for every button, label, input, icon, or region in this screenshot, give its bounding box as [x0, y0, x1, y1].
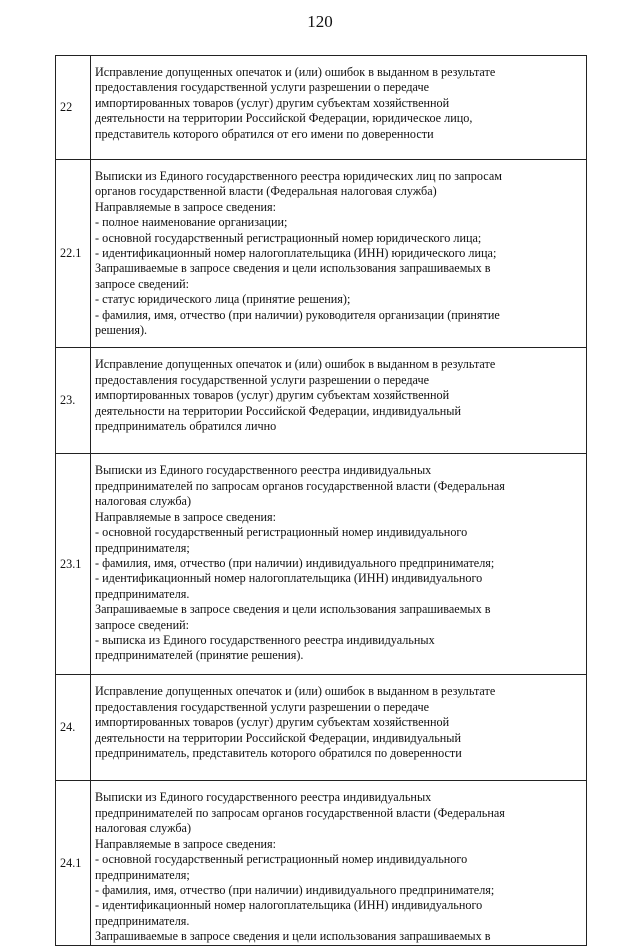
table-row: [56, 56, 587, 160]
row-text: [91, 781, 587, 946]
table-row: [56, 454, 587, 675]
text-line: Исправление допущенных опечаток и (или) ошибок в выданном в результате: [95, 357, 496, 372]
text-line: предпринимателя;: [95, 867, 190, 882]
row-number: 23.1: [56, 454, 91, 675]
row-number: 24.1: [56, 781, 91, 946]
row-text: [91, 454, 587, 675]
text-line: представитель которого обратился от его имени по доверенности: [95, 126, 434, 141]
text-line: предпринимателя.: [95, 586, 190, 601]
row-number: 22.1: [56, 160, 91, 348]
table-row: [56, 675, 587, 781]
text-line: предпринимателей (принятие решения).: [95, 648, 304, 663]
text-line: Выписки из Единого государственного реестра юридических лиц по запросам: [95, 169, 502, 183]
table-row: [56, 348, 587, 454]
table-row: [56, 781, 587, 946]
text-line: запросе сведений:: [95, 617, 189, 632]
text-line: налоговая служба): [95, 821, 192, 836]
text-line: Направляемые в запросе сведения:: [95, 509, 277, 524]
text-line: Выписки из Единого государственного реестра индивидуальных: [95, 463, 432, 478]
text-line: Выписки из Единого государственного реестра индивидуальных: [95, 790, 432, 805]
text-line: решения).: [95, 323, 148, 338]
text-line: органов государственной власти (Федеральная налоговая служба): [95, 184, 437, 199]
row-text: [91, 348, 587, 454]
text-line: Исправление допущенных опечаток и (или) ошибок в выданном в результате: [95, 684, 496, 699]
row-number: 24.: [56, 675, 91, 781]
text-line: - фамилия, имя, отчество (при наличии) индивидуального предпринимателя;: [95, 882, 495, 897]
text-line: - фамилия, имя, отчество (при наличии) руководителя организации (принятие: [95, 307, 500, 322]
text-line: - выписка из Единого государственного реестра индивидуальных: [95, 632, 435, 647]
text-line: импортированных товаров (услуг) другим субъектам хозяйственной: [95, 388, 450, 403]
text-line: Направляемые в запросе сведения:: [95, 836, 277, 851]
text-line: - идентификационный номер налогоплательщика (ИНН) индивидуального: [95, 571, 483, 586]
table-body: [56, 56, 587, 946]
page-number: 120: [307, 12, 333, 31]
row-number: 22: [56, 56, 91, 160]
table-row: [56, 160, 587, 348]
text-line: - основной государственный регистрационный номер юридического лица;: [95, 230, 482, 245]
text-line: налоговая служба): [95, 494, 192, 509]
text-line: предоставления государственной услуги разрешении о передаче: [95, 80, 429, 95]
document-table: [55, 55, 587, 946]
text-line: предпринимателей по запросам органов государственной власти (Федеральная: [95, 805, 505, 820]
text-line: Запрашиваемые в запросе сведения и цели использования запрашиваемых в: [95, 261, 491, 276]
row-text: [91, 675, 587, 781]
text-line: - фамилия, имя, отчество (при наличии) индивидуального предпринимателя;: [95, 555, 495, 570]
text-line: Запрашиваемые в запросе сведения и цели использования запрашиваемых в: [95, 602, 491, 617]
text-line: предпринимателей по запросам органов государственной власти (Федеральная: [95, 478, 505, 493]
text-line: предпринимателя.: [95, 913, 190, 928]
text-line: Исправление допущенных опечаток и (или) ошибок в выданном в результате: [95, 65, 496, 79]
text-line: предприниматель, представитель которого обратился по доверенности: [95, 746, 462, 761]
text-line: предоставления государственной услуги разрешении о передаче: [95, 372, 429, 387]
text-line: - полное наименование организации;: [95, 215, 288, 230]
text-line: предоставления государственной услуги разрешении о передаче: [95, 699, 429, 714]
text-line: - статус юридического лица (принятие решения);: [95, 292, 351, 307]
text-line: импортированных товаров (услуг) другим субъектам хозяйственной: [95, 715, 450, 730]
text-line: Направляемые в запросе сведения:: [95, 199, 277, 214]
text-line: деятельности на территории Российской Федерации, индивидуальный: [95, 403, 462, 418]
text-line: Запрашиваемые в запросе сведения и цели использования запрашиваемых в: [95, 929, 491, 944]
text-line: - идентификационный номер налогоплательщика (ИНН) юридического лица;: [95, 246, 497, 261]
row-text: [91, 56, 587, 160]
text-line: деятельности на территории Российской Федерации, индивидуальный: [95, 730, 462, 745]
text-line: предприниматель обратился лично: [95, 419, 277, 434]
row-text: [91, 160, 587, 348]
row-number: 23.: [56, 348, 91, 454]
text-line: импортированных товаров (услуг) другим субъектам хозяйственной: [95, 95, 450, 110]
text-line: предпринимателя;: [95, 540, 190, 555]
text-line: деятельности на территории Российской Федерации, юридическое лицо,: [95, 111, 473, 126]
text-line: - основной государственный регистрационный номер индивидуального: [95, 852, 468, 867]
text-line: - основной государственный регистрационный номер индивидуального: [95, 525, 468, 540]
text-line: - идентификационный номер налогоплательщика (ИНН) индивидуального: [95, 898, 483, 913]
text-line: запросе сведений:: [95, 276, 189, 291]
